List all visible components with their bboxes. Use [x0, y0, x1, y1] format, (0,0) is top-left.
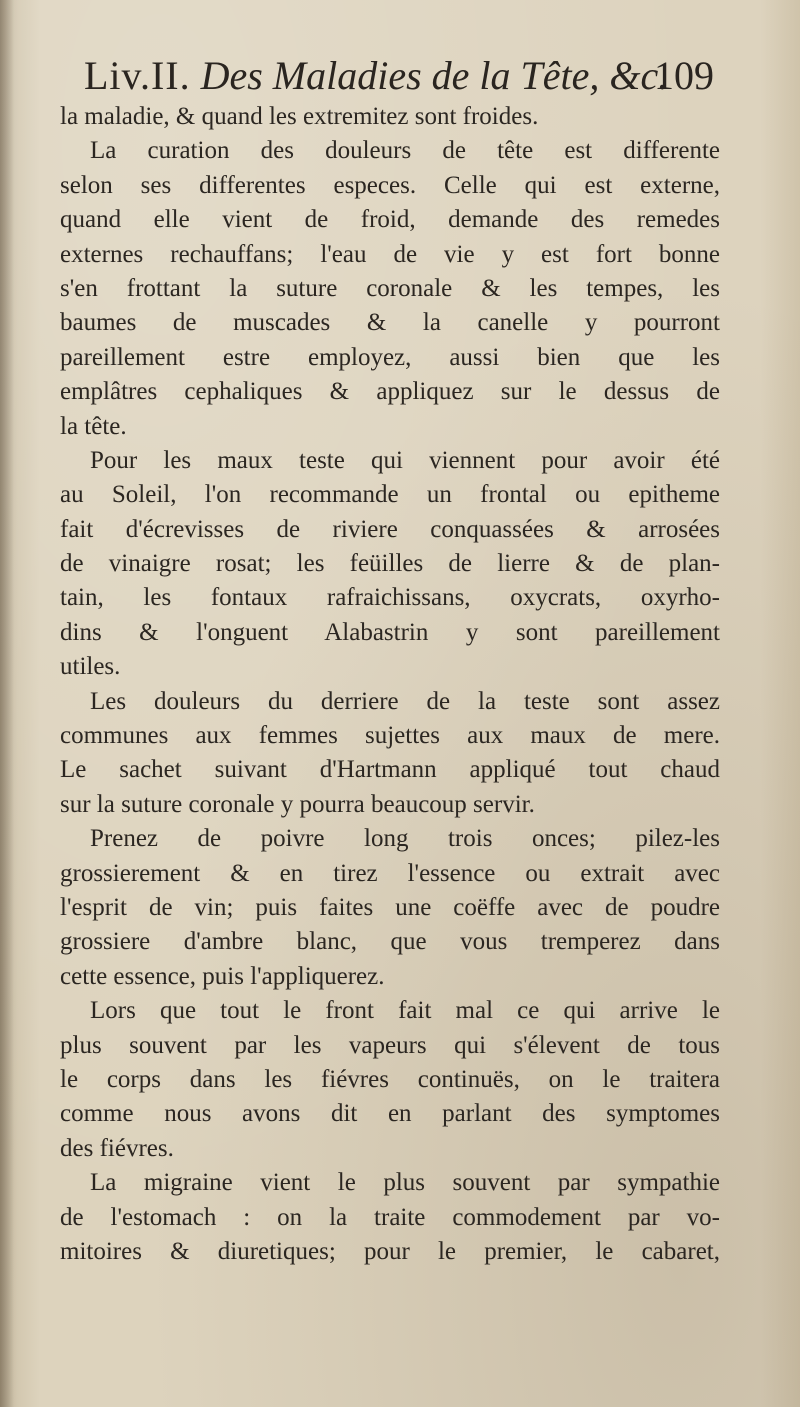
text-line: cette essence, puis l'appliquerez. [60, 962, 385, 990]
text-line: comme nous avons dit en parlant des symptomes [60, 1100, 720, 1128]
text-line: sur la suture coronale y pourra beaucoup servir. [60, 790, 535, 818]
text-line: s'en frottant la suture coronale & les tempes, les [60, 274, 720, 302]
text-line: fait d'écrevisses de riviere conquassées & arrosées [60, 515, 720, 543]
text-line: Le sachet suivant d'Hartmann appliqué tout chaud [60, 756, 720, 784]
running-head-title: Des Maladies de la Tête, &c. [200, 53, 669, 98]
text-line: selon ses differentes especes. Celle qui est externe, [60, 171, 720, 199]
text-line: grossiere d'ambre blanc, que vous tremperez dans [60, 928, 720, 956]
text-line: la tête. [60, 412, 127, 440]
text-line: mitoires & diuretiques; pour le premier, le cabaret, [60, 1237, 720, 1265]
running-head [84, 48, 724, 104]
text-line: de l'estomach : on la traite commodement par vo- [60, 1203, 720, 1231]
text-line: grossierement & en tirez l'essence ou extrait avec [60, 859, 720, 887]
text-line: utiles. [60, 653, 121, 681]
text-line: au Soleil, l'on recommande un frontal ou epitheme [60, 481, 720, 509]
text-line: de vinaigre rosat; les feüilles de lierre & de plan- [60, 550, 720, 578]
text-line: le corps dans les fiévres continuës, on le traitera [60, 1065, 720, 1093]
text-line: La curation des douleurs de tête est differente [90, 137, 720, 165]
text-line: Pour les maux teste qui viennent pour avoir été [90, 446, 720, 474]
body-text [60, 100, 720, 1269]
text-line: emplâtres cephaliques & appliquez sur le dessus de [60, 378, 720, 406]
spine-shadow [0, 0, 14, 1407]
text-line: communes aux femmes sujettes aux maux de mere. [60, 722, 720, 750]
text-line: Lors que tout le front fait mal ce qui arrive le [90, 997, 720, 1025]
running-head-book: Liv.II. [84, 53, 191, 98]
text-line: pareillement estre employez, aussi bien que les [60, 343, 720, 371]
text-line: Les douleurs du derriere de la teste sont assez [90, 687, 720, 715]
text-line: l'esprit de vin; puis faites une coëffe avec de poudre [60, 893, 720, 921]
text-line: La migraine vient le plus souvent par sympathie [90, 1169, 720, 1197]
text-line: externes rechauffans; l'eau de vie y est fort bonne [60, 240, 720, 268]
text-line: des fiévres. [60, 1134, 174, 1162]
text-line: Prenez de poivre long trois onces; pilez-les [90, 825, 720, 853]
text-line: la maladie, & quand les extremitez sont froides. [60, 103, 539, 130]
text-line: quand elle vient de froid, demande des remedes [60, 206, 720, 234]
text-line: baumes de muscades & la canelle y pourront [60, 309, 720, 337]
text-line: plus souvent par les vapeurs qui s'élevent de tous [60, 1031, 720, 1059]
text-line: tain, les fontaux rafraichissans, oxycrats, oxyrho- [60, 584, 720, 612]
page-number: 109 [654, 53, 714, 98]
text-line: dins & l'onguent Alabastrin y sont pareillement [60, 618, 720, 646]
